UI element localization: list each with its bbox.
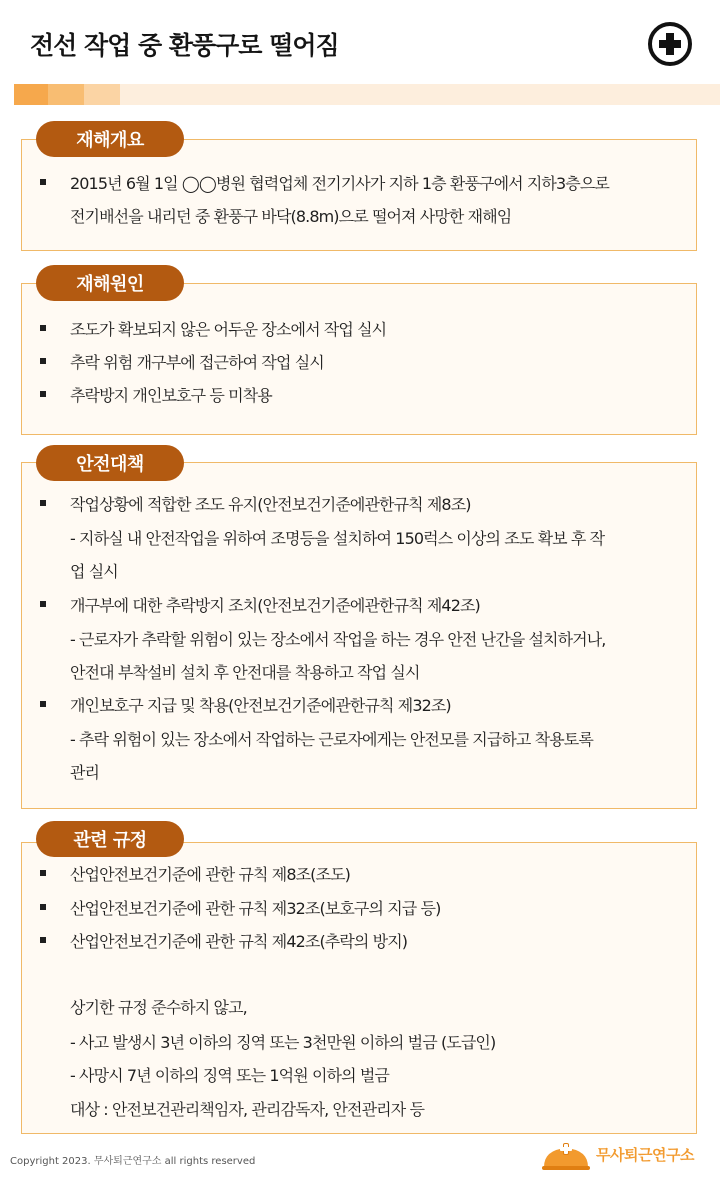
cause-line: 추락 위험 개구부에 접근하여 작업 실시 — [70, 353, 324, 372]
regulations-line: 상기한 규정 준수하지 않고, — [70, 998, 247, 1017]
regulations-line: 산업안전보건기준에 관한 규칙 제42조(추락의 방지) — [70, 932, 408, 951]
regulations-line: 대상 : 안전보건관리책임자, 관리감독자, 안전관리자 등 — [70, 1100, 425, 1119]
stripe-segment — [84, 84, 120, 105]
measures-label: 안전대책 — [36, 445, 184, 481]
regulations-label: 관련 규정 — [36, 821, 184, 857]
regulations-line: - 사망시 7년 이하의 징역 또는 1억원 이하의 벌금 — [70, 1066, 389, 1085]
logo-text: 무사퇴근연구소 — [596, 1146, 694, 1164]
bullet — [40, 937, 46, 943]
measures-line: 작업상황에 적합한 조도 유지(안전보건기준에관한규칙 제8조) — [70, 495, 471, 514]
bullet — [40, 701, 46, 707]
bullet — [40, 179, 46, 185]
overview-line: 전기배선을 내리던 중 환풍구 바닥(8.8m)으로 떨어져 사망한 재해임 — [70, 207, 512, 226]
overview-label: 재해개요 — [36, 121, 184, 157]
regulations-line: - 사고 발생시 3년 이하의 징역 또는 3천만원 이하의 벌금 (도급인) — [70, 1033, 496, 1052]
stripe-segment — [48, 84, 84, 105]
stripe-segment — [14, 84, 48, 105]
bullet — [40, 391, 46, 397]
cause-label: 재해원인 — [36, 265, 184, 301]
cause-line: 조도가 확보되지 않은 어두운 장소에서 작업 실시 — [70, 320, 387, 339]
footer-logo — [540, 1138, 712, 1172]
measures-line: 개인보호구 지급 및 착용(안전보건기준에관한규칙 제32조) — [70, 696, 451, 715]
measures-line: 업 실시 — [70, 562, 118, 581]
cause-line: 추락방지 개인보호구 등 미착용 — [70, 386, 272, 405]
copyright-text: Copyright 2023. 무사퇴근연구소 all rights reserved — [10, 1156, 256, 1167]
bullet — [40, 358, 46, 364]
bullet — [40, 325, 46, 331]
bullet — [40, 870, 46, 876]
plus-circle-icon[interactable] — [647, 21, 693, 67]
regulations-line: 산업안전보건기준에 관한 규칙 제32조(보호구의 지급 등) — [70, 899, 441, 918]
measures-line: 개구부에 대한 추락방지 조치(안전보건기준에관한규칙 제42조) — [70, 596, 480, 615]
regulations-line: 산업안전보건기준에 관한 규칙 제8조(조도) — [70, 865, 350, 884]
page-title: 전선 작업 중 환풍구로 떨어짐 — [30, 31, 339, 60]
regulations-section — [21, 842, 697, 1134]
bullet — [40, 601, 46, 607]
measures-line: - 지하실 내 안전작업을 위하여 조명등을 설치하여 150럭스 이상의 조도 확보 후 작 — [70, 529, 605, 548]
measures-line: - 근로자가 추락할 위험이 있는 장소에서 작업을 하는 경우 안전 난간을 설치하거나, — [70, 630, 606, 649]
measures-line: 안전대 부착설비 설치 후 안전대를 착용하고 작업 실시 — [70, 663, 420, 682]
overview-line: 2015년 6월 1일 ◯◯병원 협력업체 전기기사가 지하 1층 환풍구에서 지하3층으로 — [70, 174, 609, 193]
header — [0, 0, 720, 84]
bullet — [40, 500, 46, 506]
hardhat-logo-icon — [540, 1140, 592, 1172]
header-stripe — [14, 84, 720, 105]
measures-line: 관리 — [70, 763, 100, 782]
measures-line: - 추락 위험이 있는 장소에서 작업하는 근로자에게는 안전모를 지급하고 착용토록 — [70, 730, 593, 749]
bullet — [40, 904, 46, 910]
